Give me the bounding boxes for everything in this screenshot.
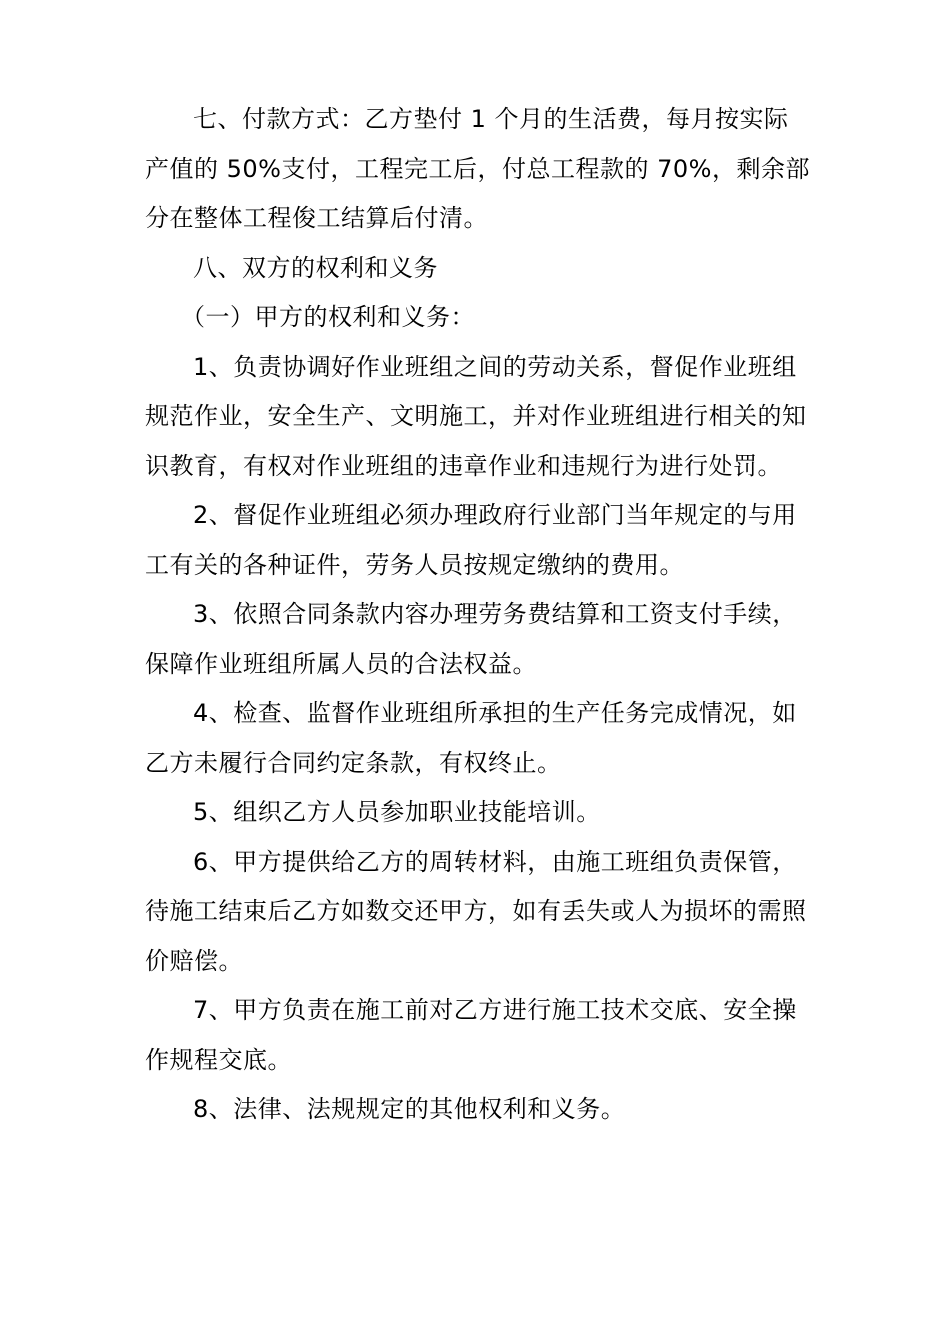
clause-6: 6、甲方提供给乙方的周转材料，由施工班组负责保管，待施工结束后乙方如数交还甲方，如有丢失或人为损坏的需照价赔偿。 <box>145 847 807 975</box>
clause-8: 8、法律、法规规定的其他权利和义务。 <box>193 1095 626 1123</box>
clause-5: 5、组织乙方人员参加职业技能培训。 <box>193 798 601 826</box>
clause-3: 3、依照合同条款内容办理劳务费结算和工资支付手续，保障作业班组所属人员的合法权益。 <box>145 600 797 678</box>
paragraph-payment-method: 七、付款方式：乙方垫付 1 个月的生活费，每月按实际产值的 50%支付，工程完工后，付总工程款的 70%，剩余部分在整体工程俊工结算后付清。 <box>145 105 810 232</box>
clause-1: 1、负责协调好作业班组之间的劳动关系，督促作业班组规范作业，安全生产、文明施工，并对作业班组进行相关的知识教育，有权对作业班组的违章作业和违规行为进行处罚。 <box>145 352 807 480</box>
clause-4: 4、检查、监督作业班组所承担的生产任务完成情况，如乙方未履行合同约定条款，有权终止。 <box>145 699 797 777</box>
subsection-heading-party-a: （一）甲方的权利和义务： <box>181 303 475 331</box>
clause-2: 2、督促作业班组必须办理政府行业部门当年规定的与用工有关的各种证件，劳务人员按规定缴纳的费用。 <box>145 501 797 579</box>
section-heading-rights-obligations: 八、双方的权利和义务 <box>193 253 438 282</box>
document-body <box>145 95 810 1135</box>
clause-7: 7、甲方负责在施工前对乙方进行施工技术交底、安全操作规程交底。 <box>145 996 797 1074</box>
